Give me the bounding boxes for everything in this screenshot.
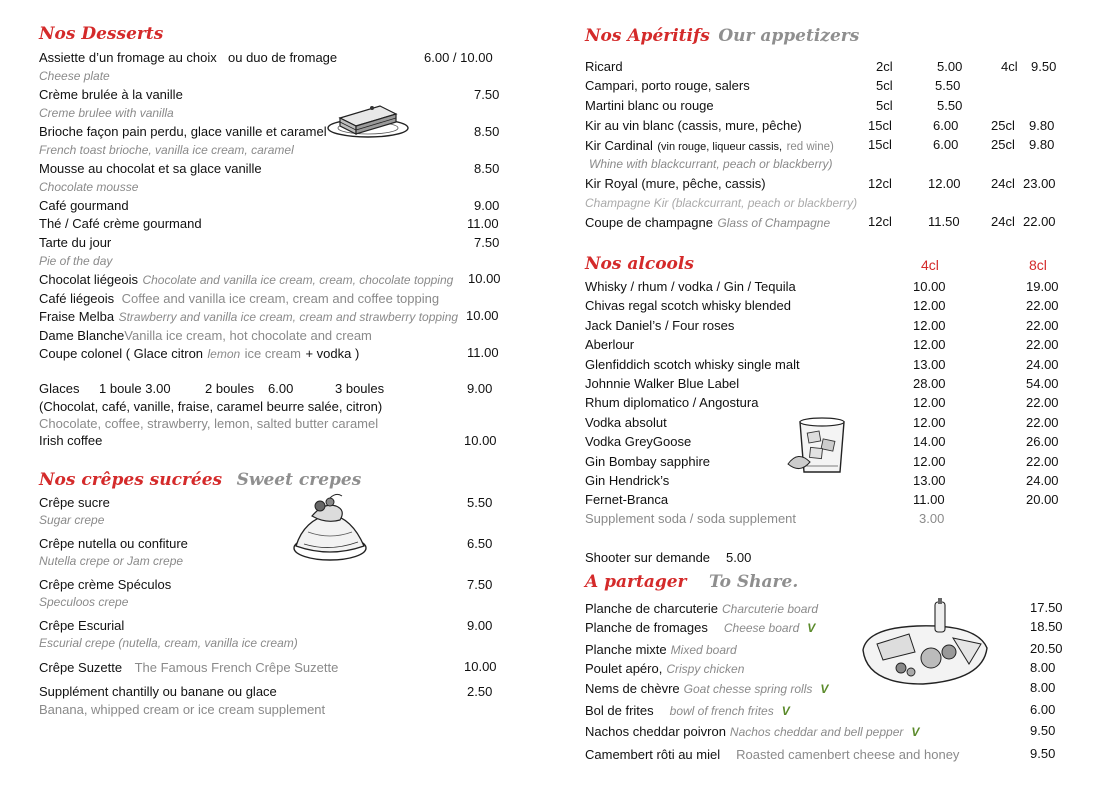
- crepes-title: Nos crêpes sucrées: [39, 470, 223, 490]
- volume: 25cl: [991, 118, 1015, 133]
- price: 9.50: [1031, 59, 1057, 74]
- alcool-row: Vodka absolut: [585, 415, 667, 430]
- price: 8.50: [474, 161, 500, 176]
- volume: 15cl: [868, 118, 892, 133]
- alcool-row: Whisky / rhum / vodka / Gin / Tequila: [585, 279, 796, 294]
- price: 9.50: [1030, 723, 1056, 738]
- item-name: Café liégeois: [39, 291, 115, 306]
- english-translation: Chocolate, coffee, strawberry, lemon, salted butter caramel: [39, 416, 379, 431]
- aperitifs-heading: [585, 26, 859, 46]
- glaces-option-2: 2 boules: [205, 381, 255, 396]
- vegetarian-icon: V: [911, 725, 920, 739]
- english-translation: Escurial crepe (nutella, cream, vanilla ice cream): [39, 636, 298, 650]
- price-4cl: 12.00: [913, 415, 946, 430]
- price-8cl: 24.00: [1026, 357, 1059, 372]
- glaces-flavours: (Chocolat, café, vanille, fraise, caramel beurre salée, citron): [39, 399, 383, 414]
- english-translation: ice cream: [244, 346, 301, 361]
- vegetarian-icon: V: [820, 682, 829, 696]
- english-translation: Coffee and vanilla ice cream, cream and coffee topping: [121, 291, 440, 306]
- price-4cl: 12.00: [913, 318, 946, 333]
- share-item: [585, 660, 744, 678]
- alcool-row: Fernet-Branca: [585, 492, 669, 507]
- price: 22.00: [1023, 214, 1056, 229]
- item-name: Dame Blanche: [39, 328, 125, 343]
- item-name: Kir Cardinal: [585, 138, 653, 153]
- share-item: [585, 641, 737, 659]
- crepes-title-en: Sweet crepes: [236, 470, 362, 490]
- english-translation: Chocolate mousse: [39, 180, 139, 194]
- aperitifs-title: Nos Apéritifs: [585, 26, 710, 46]
- menu-item-chocolat-liegeois: [39, 271, 453, 289]
- english-translation: Mixed board: [670, 643, 737, 657]
- english-translation: red wine): [786, 141, 834, 153]
- alcool-row: Johnnie Walker Blue Label: [585, 376, 740, 391]
- glaces-option-3: 3 boules: [335, 381, 385, 396]
- item-name: Nachos cheddar poivron: [585, 724, 726, 739]
- volume: 5cl: [876, 78, 893, 93]
- item-name: Camembert rôti au miel: [585, 747, 721, 762]
- price: 5.00: [726, 550, 752, 565]
- price: 7.50: [467, 577, 493, 592]
- alcool-row: Aberlour: [585, 337, 635, 352]
- english-translation: Cheese board: [723, 621, 800, 635]
- item-name: Coupe colonel ( Glace citron: [39, 346, 204, 361]
- alcool-row: Glenfiddich scotch whisky single malt: [585, 357, 800, 372]
- price-8cl: 20.00: [1026, 492, 1059, 507]
- alcool-row: Gin Hendrick’s: [585, 473, 670, 488]
- menu-item-crepe-sucre: Crêpe sucre: [39, 495, 110, 510]
- partager-title-en: To Share.: [708, 572, 799, 592]
- alcool-row: Rhum diplomatico / Angostura: [585, 395, 759, 410]
- alcool-row: Chivas regal scotch whisky blended: [585, 298, 791, 313]
- price: 5.50: [935, 78, 961, 93]
- alcool-row: Jack Daniel’s / Four roses: [585, 318, 735, 333]
- menu-item-crepe-nutella: Crêpe nutella ou confiture: [39, 536, 188, 551]
- price: 11.00: [467, 345, 499, 360]
- item-name: Planche mixte: [585, 642, 667, 657]
- crepes-heading: [39, 470, 361, 490]
- volume: 5cl: [876, 98, 893, 113]
- english-translation: Vanilla ice cream, hot chocolate and cream: [124, 328, 372, 343]
- english-translation: French toast brioche, vanilla ice cream, caramel: [39, 143, 294, 157]
- vegetarian-icon: V: [807, 621, 816, 635]
- alcool-row: Gin Bombay sapphire: [585, 454, 711, 469]
- price-8cl: 22.00: [1026, 395, 1059, 410]
- item-name: Poulet apéro,: [585, 661, 663, 676]
- item-name: Fraise Melba: [39, 309, 115, 324]
- menu-item-assiette-or: ou duo de fromage: [228, 50, 338, 65]
- price-4cl: 12.00: [913, 298, 946, 313]
- price: 10.00: [464, 433, 497, 448]
- price-8cl: 19.00: [1026, 279, 1059, 294]
- price: 6.00: [933, 118, 959, 133]
- price-4cl: 13.00: [913, 473, 946, 488]
- price: 5.50: [937, 98, 963, 113]
- english-translation: Strawberry and vanilla ice cream, cream and strawberry topping: [118, 310, 459, 324]
- price: 10.00: [466, 308, 499, 323]
- menu-item-brioche: Brioche façon pain perdu, glace vanille et caramel: [39, 124, 327, 139]
- item-detail: (vin rouge, liqueur cassis,: [657, 141, 783, 153]
- partager-title: A partager: [585, 572, 687, 592]
- share-item: [585, 746, 959, 764]
- item-name: Planche de fromages: [585, 620, 708, 635]
- menu-item-supplement: Supplément chantilly ou banane ou glace: [39, 684, 277, 699]
- price-8cl: 26.00: [1026, 434, 1059, 449]
- item-name: + vodka ): [305, 346, 360, 361]
- english-translation: Charcuterie board: [721, 602, 819, 616]
- price-4cl: 14.00: [913, 434, 946, 449]
- whisky-glass-illustration: [786, 414, 858, 478]
- soda-supplement: Supplement soda / soda supplement: [585, 511, 797, 526]
- price-8cl: 22.00: [1026, 337, 1059, 352]
- price-4cl: 13.00: [913, 357, 946, 372]
- column-header-4cl: 4cl: [921, 257, 939, 273]
- price: 9.80: [1029, 118, 1055, 133]
- price: 5.00: [937, 59, 963, 74]
- english-translation: Cheese plate: [39, 69, 110, 83]
- column-header-8cl: 8cl: [1029, 257, 1047, 273]
- aperitif-row: Martini blanc ou rouge: [585, 98, 714, 113]
- price: 18.50: [1030, 619, 1063, 634]
- menu-item-crepe-suzette: [39, 659, 338, 677]
- share-item: [585, 702, 790, 720]
- menu-item-coupe-colonel: [39, 345, 359, 363]
- price: 3.00: [919, 511, 945, 526]
- alcool-row: Vodka GreyGoose: [585, 434, 692, 449]
- item-name: Coupe de champagne: [585, 215, 713, 230]
- english-translation: Speculoos crepe: [39, 595, 129, 609]
- desserts-heading: Nos Desserts: [39, 24, 164, 44]
- volume: 24cl: [991, 214, 1015, 229]
- price: 8.00: [1030, 660, 1056, 675]
- english-translation: Nutella crepe or Jam crepe: [39, 554, 184, 568]
- share-item: [585, 680, 828, 698]
- price-8cl: 22.00: [1026, 298, 1059, 313]
- english-translation: Banana, whipped cream or ice cream supplement: [39, 702, 326, 717]
- item-name: Crêpe Suzette: [39, 660, 123, 675]
- english-translation: Glass of Champagne: [717, 216, 831, 230]
- price-4cl: 12.00: [913, 454, 946, 469]
- english-translation: Crispy chicken: [666, 662, 745, 676]
- price: 6.50: [467, 536, 493, 551]
- share-item: [585, 600, 818, 618]
- volume: 12cl: [868, 214, 892, 229]
- price-4cl: 11.00: [913, 492, 945, 507]
- shooter: Shooter sur demande: [585, 550, 711, 565]
- price: 9.50: [1030, 746, 1056, 761]
- price: 11.00: [467, 216, 499, 231]
- price: 10.00: [464, 659, 497, 674]
- price: 6.00 / 10.00: [424, 50, 493, 65]
- price-8cl: 54.00: [1026, 376, 1059, 391]
- menu-item-fraise-melba: [39, 308, 458, 326]
- menu-item-irish-coffee: Irish coffee: [39, 433, 103, 448]
- price-4cl: 28.00: [913, 376, 946, 391]
- share-item: [585, 723, 919, 741]
- english-translation: Pie of the day: [39, 254, 113, 268]
- alcools-heading: Nos alcools: [585, 254, 694, 274]
- menu-item-crepe-speculos: Crêpe crème Spéculos: [39, 577, 172, 592]
- aperitif-row-champagne: [585, 214, 830, 232]
- item-name: Planche de charcuterie: [585, 601, 718, 616]
- price: 9.00: [467, 381, 493, 396]
- price: 8.50: [474, 124, 500, 139]
- menu-item-cafe-liegeois: [39, 290, 439, 308]
- menu-item-dame-blanche: [39, 327, 372, 345]
- english-translation: Creme brulee with vanilla: [39, 106, 174, 120]
- menu-item-crepe-escurial: Crêpe Escurial: [39, 618, 125, 633]
- price-8cl: 22.00: [1026, 415, 1059, 430]
- glaces-option-1: 1 boule 3.00: [99, 381, 171, 396]
- english-translation: Roasted camenbert cheese and honey: [736, 747, 960, 762]
- price-4cl: 12.00: [913, 395, 946, 410]
- price-8cl: 22.00: [1026, 318, 1059, 333]
- price-8cl: 24.00: [1026, 473, 1059, 488]
- price-8cl: 22.00: [1026, 454, 1059, 469]
- price: 20.50: [1030, 641, 1063, 656]
- volume: 24cl: [991, 176, 1015, 191]
- aperitifs-title-en: Our appetizers: [718, 26, 860, 46]
- item-name: Nems de chèvre: [585, 681, 680, 696]
- aperitif-row: Campari, porto rouge, salers: [585, 78, 750, 93]
- english-translation: Goat chesse spring rolls: [683, 682, 813, 696]
- english-translation: Nachos cheddar and bell pepper: [729, 725, 904, 739]
- item-name: Bol de frites: [585, 703, 654, 718]
- aperitif-row: Kir au vin blanc (cassis, mure, pêche): [585, 118, 802, 133]
- price: 2.50: [467, 684, 493, 699]
- share-item: [585, 619, 815, 637]
- menu-item-the-cafe: Thé / Café crème gourmand: [39, 216, 202, 231]
- cake-illustration: [322, 96, 410, 140]
- partager-heading: [585, 572, 798, 592]
- price-4cl: 12.00: [913, 337, 946, 352]
- price: 12.00: [928, 176, 961, 191]
- price-4cl: 10.00: [913, 279, 946, 294]
- english-translation: Champagne Kir (blackcurrant, peach or blackberry): [585, 196, 858, 210]
- price: 8.00: [1030, 680, 1056, 695]
- english-translation: Sugar crepe: [39, 513, 105, 527]
- price: 10.00: [468, 271, 501, 286]
- price: 9.80: [1029, 137, 1055, 152]
- price: 6.00: [1030, 702, 1056, 717]
- aperitif-row: Ricard: [585, 59, 623, 74]
- glaces-option-2-price: 6.00: [268, 381, 294, 396]
- english-translation: Chocolate and vanilla ice cream, cream, chocolate topping: [142, 273, 454, 287]
- menu-item-mousse: Mousse au chocolat et sa glace vanille: [39, 161, 262, 176]
- price: 9.00: [474, 198, 500, 213]
- price: 7.50: [474, 87, 500, 102]
- english-translation: The Famous French Crêpe Suzette: [134, 660, 339, 675]
- price: 6.00: [933, 137, 959, 152]
- aperitif-row-kir-royal: Kir Royal (mure, pêche, cassis): [585, 176, 766, 191]
- aperitif-row-kir-cardinal: [585, 137, 834, 155]
- menu-item-tarte: Tarte du jour: [39, 235, 112, 250]
- menu-item-assiette: Assiette d’un fromage au choix: [39, 50, 217, 65]
- menu-item-cafe-gourmand: Café gourmand: [39, 198, 129, 213]
- price: 17.50: [1030, 600, 1063, 615]
- price: 11.50: [928, 214, 960, 229]
- volume: 12cl: [868, 176, 892, 191]
- english-translation: lemon: [207, 347, 241, 361]
- charcuterie-board-illustration: [857, 598, 993, 690]
- price: 5.50: [467, 495, 493, 510]
- english-translation: Whine with blackcurrant, peach or blackberry): [589, 157, 833, 171]
- item-name: Chocolat liégeois: [39, 272, 139, 287]
- price: 9.00: [467, 618, 493, 633]
- volume: 25cl: [991, 137, 1015, 152]
- volume: 4cl: [1001, 59, 1018, 74]
- volume: 2cl: [876, 59, 893, 74]
- menu-item-glaces: Glaces: [39, 381, 80, 396]
- price: 7.50: [474, 235, 500, 250]
- vegetarian-icon: V: [781, 704, 790, 718]
- price: 23.00: [1023, 176, 1056, 191]
- menu-item-creme-brulee: Crème brulée à la vanille: [39, 87, 183, 102]
- crepe-illustration: [290, 492, 370, 566]
- english-translation: bowl of french frites: [669, 704, 774, 718]
- volume: 15cl: [868, 137, 892, 152]
